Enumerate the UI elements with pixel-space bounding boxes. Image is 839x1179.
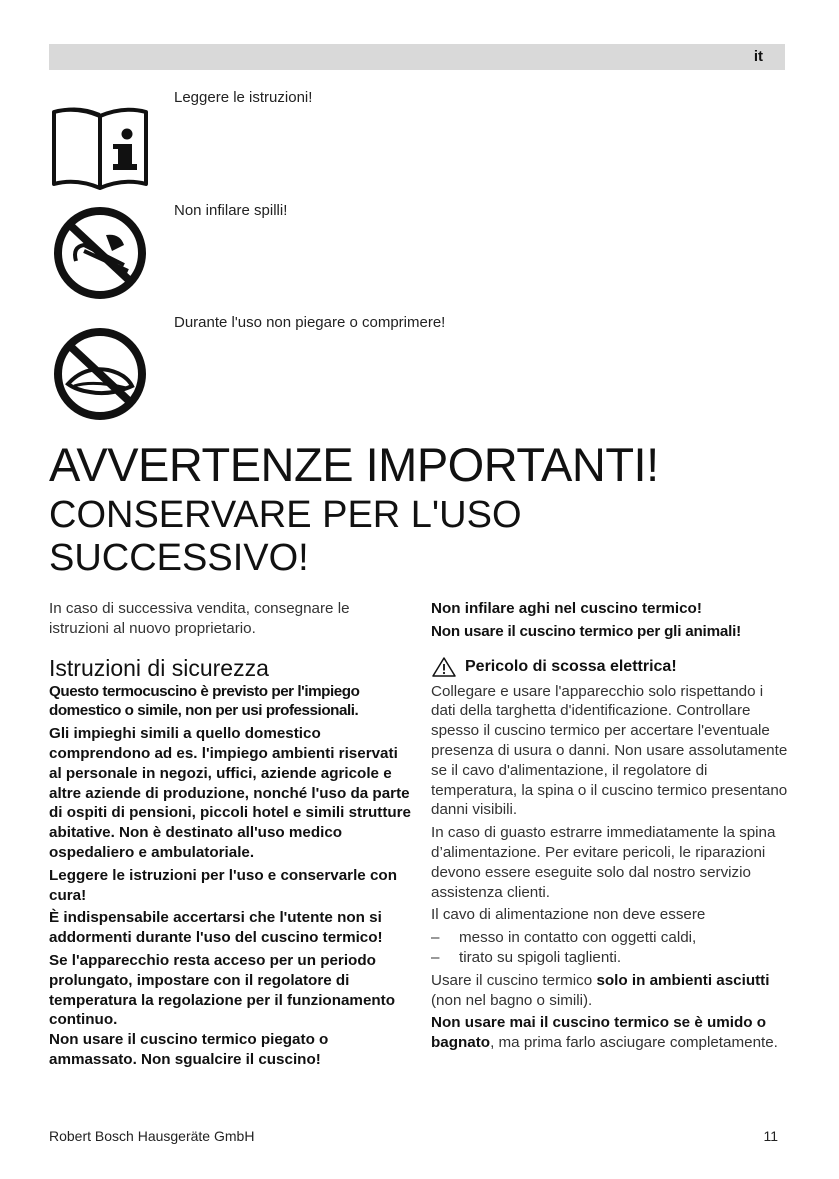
safety-paragraph-4: È indispensabile accertarsi che l'utente non si addormenti durante l'uso del cuscino termico! xyxy=(49,909,383,947)
dash-item: – tirato su spigoli taglienti. xyxy=(431,948,622,966)
warning-triangle-icon xyxy=(431,656,457,678)
read-instructions-icon xyxy=(50,100,150,197)
electric-paragraph-2: In caso di guasto estrarre immediatamente la spina d’alimentazione. Per evitare pericoli, le riparazioni devono essere eseguite solo dal nostro servizio assistenza clienti. xyxy=(431,824,776,901)
sub-heading: CONSERVARE PER L'USO SUCCESSIVO! xyxy=(49,494,522,579)
warning-no-needles: Non infilare aghi nel cuscino termico! xyxy=(431,600,702,617)
icon-text-no-folding: Durante l'uso non piegare o comprimere! xyxy=(174,314,446,331)
safety-paragraph-6: Non usare il cuscino termico piegato o ammassato. Non sgualcire il cuscino! xyxy=(49,1031,329,1068)
no-pins-icon xyxy=(50,205,150,306)
footer-company: Robert Bosch Hausgeräte GmbH xyxy=(49,1128,255,1144)
icon-text-read-instructions: Leggere le istruzioni! xyxy=(174,89,313,106)
safety-paragraph-1: Questo termocuscino è previsto per l'impiego domestico o simile, non per usi professionali. xyxy=(49,682,360,720)
safety-paragraph-5: Se l'apparecchio resta acceso per un periodo prolungato, impostare con il regolatore di temperatura la regolazione per il funzionamento continuo. xyxy=(49,951,395,1029)
electric-paragraph-1: Collegare e usare l'apparecchio solo rispettando i dati della targhetta d'identificazione. Controllare spesso il cuscino termico per accertare l'eventuale presenza di usura o danni. Non usare assolutamente se il cavo d'alimentazione, il regolatore di temperatura, la spina o il cuscino termico presentano danni visibili. xyxy=(431,682,788,819)
section-title: Istruzioni di sicurezza xyxy=(49,654,269,681)
page-number: 11 xyxy=(763,1128,778,1144)
cable-paragraph: Il cavo di alimentazione non deve essere xyxy=(431,906,706,924)
language-code: it xyxy=(753,48,763,65)
icon-text-no-pins: Non infilare spilli! xyxy=(174,202,288,219)
language-bar xyxy=(49,44,785,70)
right-column xyxy=(431,599,791,1056)
main-heading: AVVERTENZE IMPORTANTI! xyxy=(49,438,659,491)
electric-shock-heading xyxy=(431,656,791,678)
wet-warning-paragraph: Non usare mai il cuscino termico se è umido o bagnato, ma prima farlo asciugare completamente. xyxy=(431,1014,778,1052)
electric-shock-title: Pericolo di scossa elettrica! xyxy=(465,657,677,675)
intro-text: In caso di successiva vendita, consegnare le istruzioni al nuovo proprietario. xyxy=(49,600,350,637)
safety-paragraph-2: Gli impieghi simili a quello domestico comprendono ad es. l'impiego ambienti riservati al personale in negozi, uffici, aziende agricole e altre aziende di produzione, nonché l'uso da parte di ospiti di pensioni, piccoli hotel e simili strutture abitative. Non è destinato all'uso medico ospedaliero e ambulatoriale. xyxy=(49,725,412,861)
warning-no-animals: Non usare il cuscino termico per gli animali! xyxy=(431,622,742,640)
safety-paragraph-3: Leggere le istruzioni per l'uso e conservarle con cura! xyxy=(49,866,397,904)
dash-item: – messo in contatto con oggetti caldi, xyxy=(431,929,697,947)
dry-environment-paragraph: Usare il cuscino termico solo in ambienti asciutti (non nel bagno o simili). xyxy=(431,971,770,1009)
no-folding-icon xyxy=(50,326,150,427)
left-column xyxy=(49,599,411,1073)
